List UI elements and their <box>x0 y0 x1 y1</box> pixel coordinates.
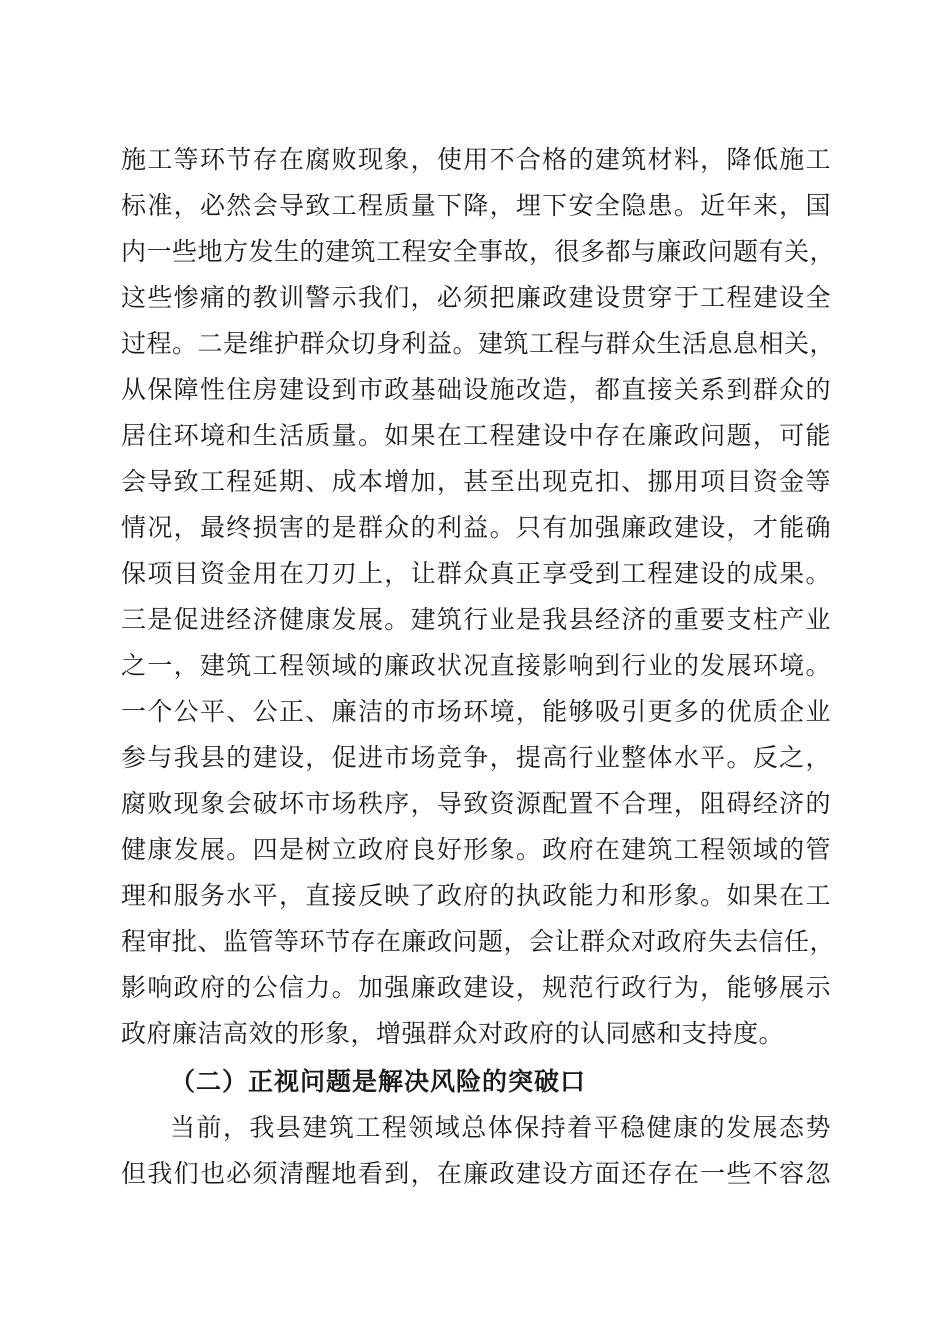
body-text-line: 过程。二是维护群众切身利益。建筑工程与群众生活息息相关， <box>121 329 836 358</box>
body-text-line: 居住环境和生活质量。如果在工程建设中存在廉政问题，可能 <box>121 421 831 450</box>
body-text-line: 标准，必然会导致工程质量下降，埋下安全隐患。近年来，国 <box>121 191 831 220</box>
body-text-line: 腐败现象会破坏市场秩序，导致资源配置不合理，阻碍经济的 <box>121 789 831 818</box>
body-text-line: 理和服务水平，直接反映了政府的执政能力和形象。如果在工 <box>121 881 831 910</box>
body-text-line: 会导致工程延期、成本增加，甚至出现克扣、挪用项目资金等 <box>121 467 831 496</box>
body-text-line: 参与我县的建设，促进市场竞争，提高行业整体水平。反之， <box>121 743 831 772</box>
body-text-line: 内一些地方发生的建筑工程安全事故，很多都与廉政问题有关， <box>121 237 836 266</box>
body-text-line: 之一，建筑工程领域的廉政状况直接影响到行业的发展环境。 <box>121 651 831 680</box>
body-text-line: 施工等环节存在腐败现象，使用不合格的建筑材料，降低施工 <box>121 145 831 174</box>
body-text-line: 健康发展。四是树立政府良好形象。政府在建筑工程领域的管 <box>121 835 831 864</box>
body-text-line: 一个公平、公正、廉洁的市场环境，能够吸引更多的优质企业 <box>121 697 831 726</box>
body-text-line: 保项目资金用在刀刃上，让群众真正享受到工程建设的成果。 <box>121 559 831 588</box>
body-text-line: 情况，最终损害的是群众的利益。只有加强廉政建设，才能确 <box>121 513 831 542</box>
section-heading: （二）正视问题是解决风险的突破口 <box>170 1067 587 1096</box>
body-text-line: 这些惨痛的教训警示我们，必须把廉政建设贯穿于工程建设全 <box>121 283 831 312</box>
body-text-line: 从保障性住房建设到市政基础设施改造，都直接关系到群众的 <box>121 375 831 404</box>
body-text-line: 当前，我县建筑工程领域总体保持着平稳健康的发展态势 <box>170 1113 831 1142</box>
body-text-line: 影响政府的公信力。加强廉政建设，规范行政行为，能够展示 <box>121 973 831 1002</box>
body-text-line: 三是促进经济健康发展。建筑行业是我县经济的重要支柱产业 <box>121 605 831 634</box>
body-text-line: 程审批、监管等环节存在廉政问题，会让群众对政府失去信任， <box>121 927 836 956</box>
body-text-line: 但我们也必须清醒地看到，在廉政建设方面还存在一些不容忽 <box>121 1159 831 1188</box>
body-text-line: 政府廉洁高效的形象，增强群众对政府的认同感和支持度。 <box>121 1019 785 1048</box>
